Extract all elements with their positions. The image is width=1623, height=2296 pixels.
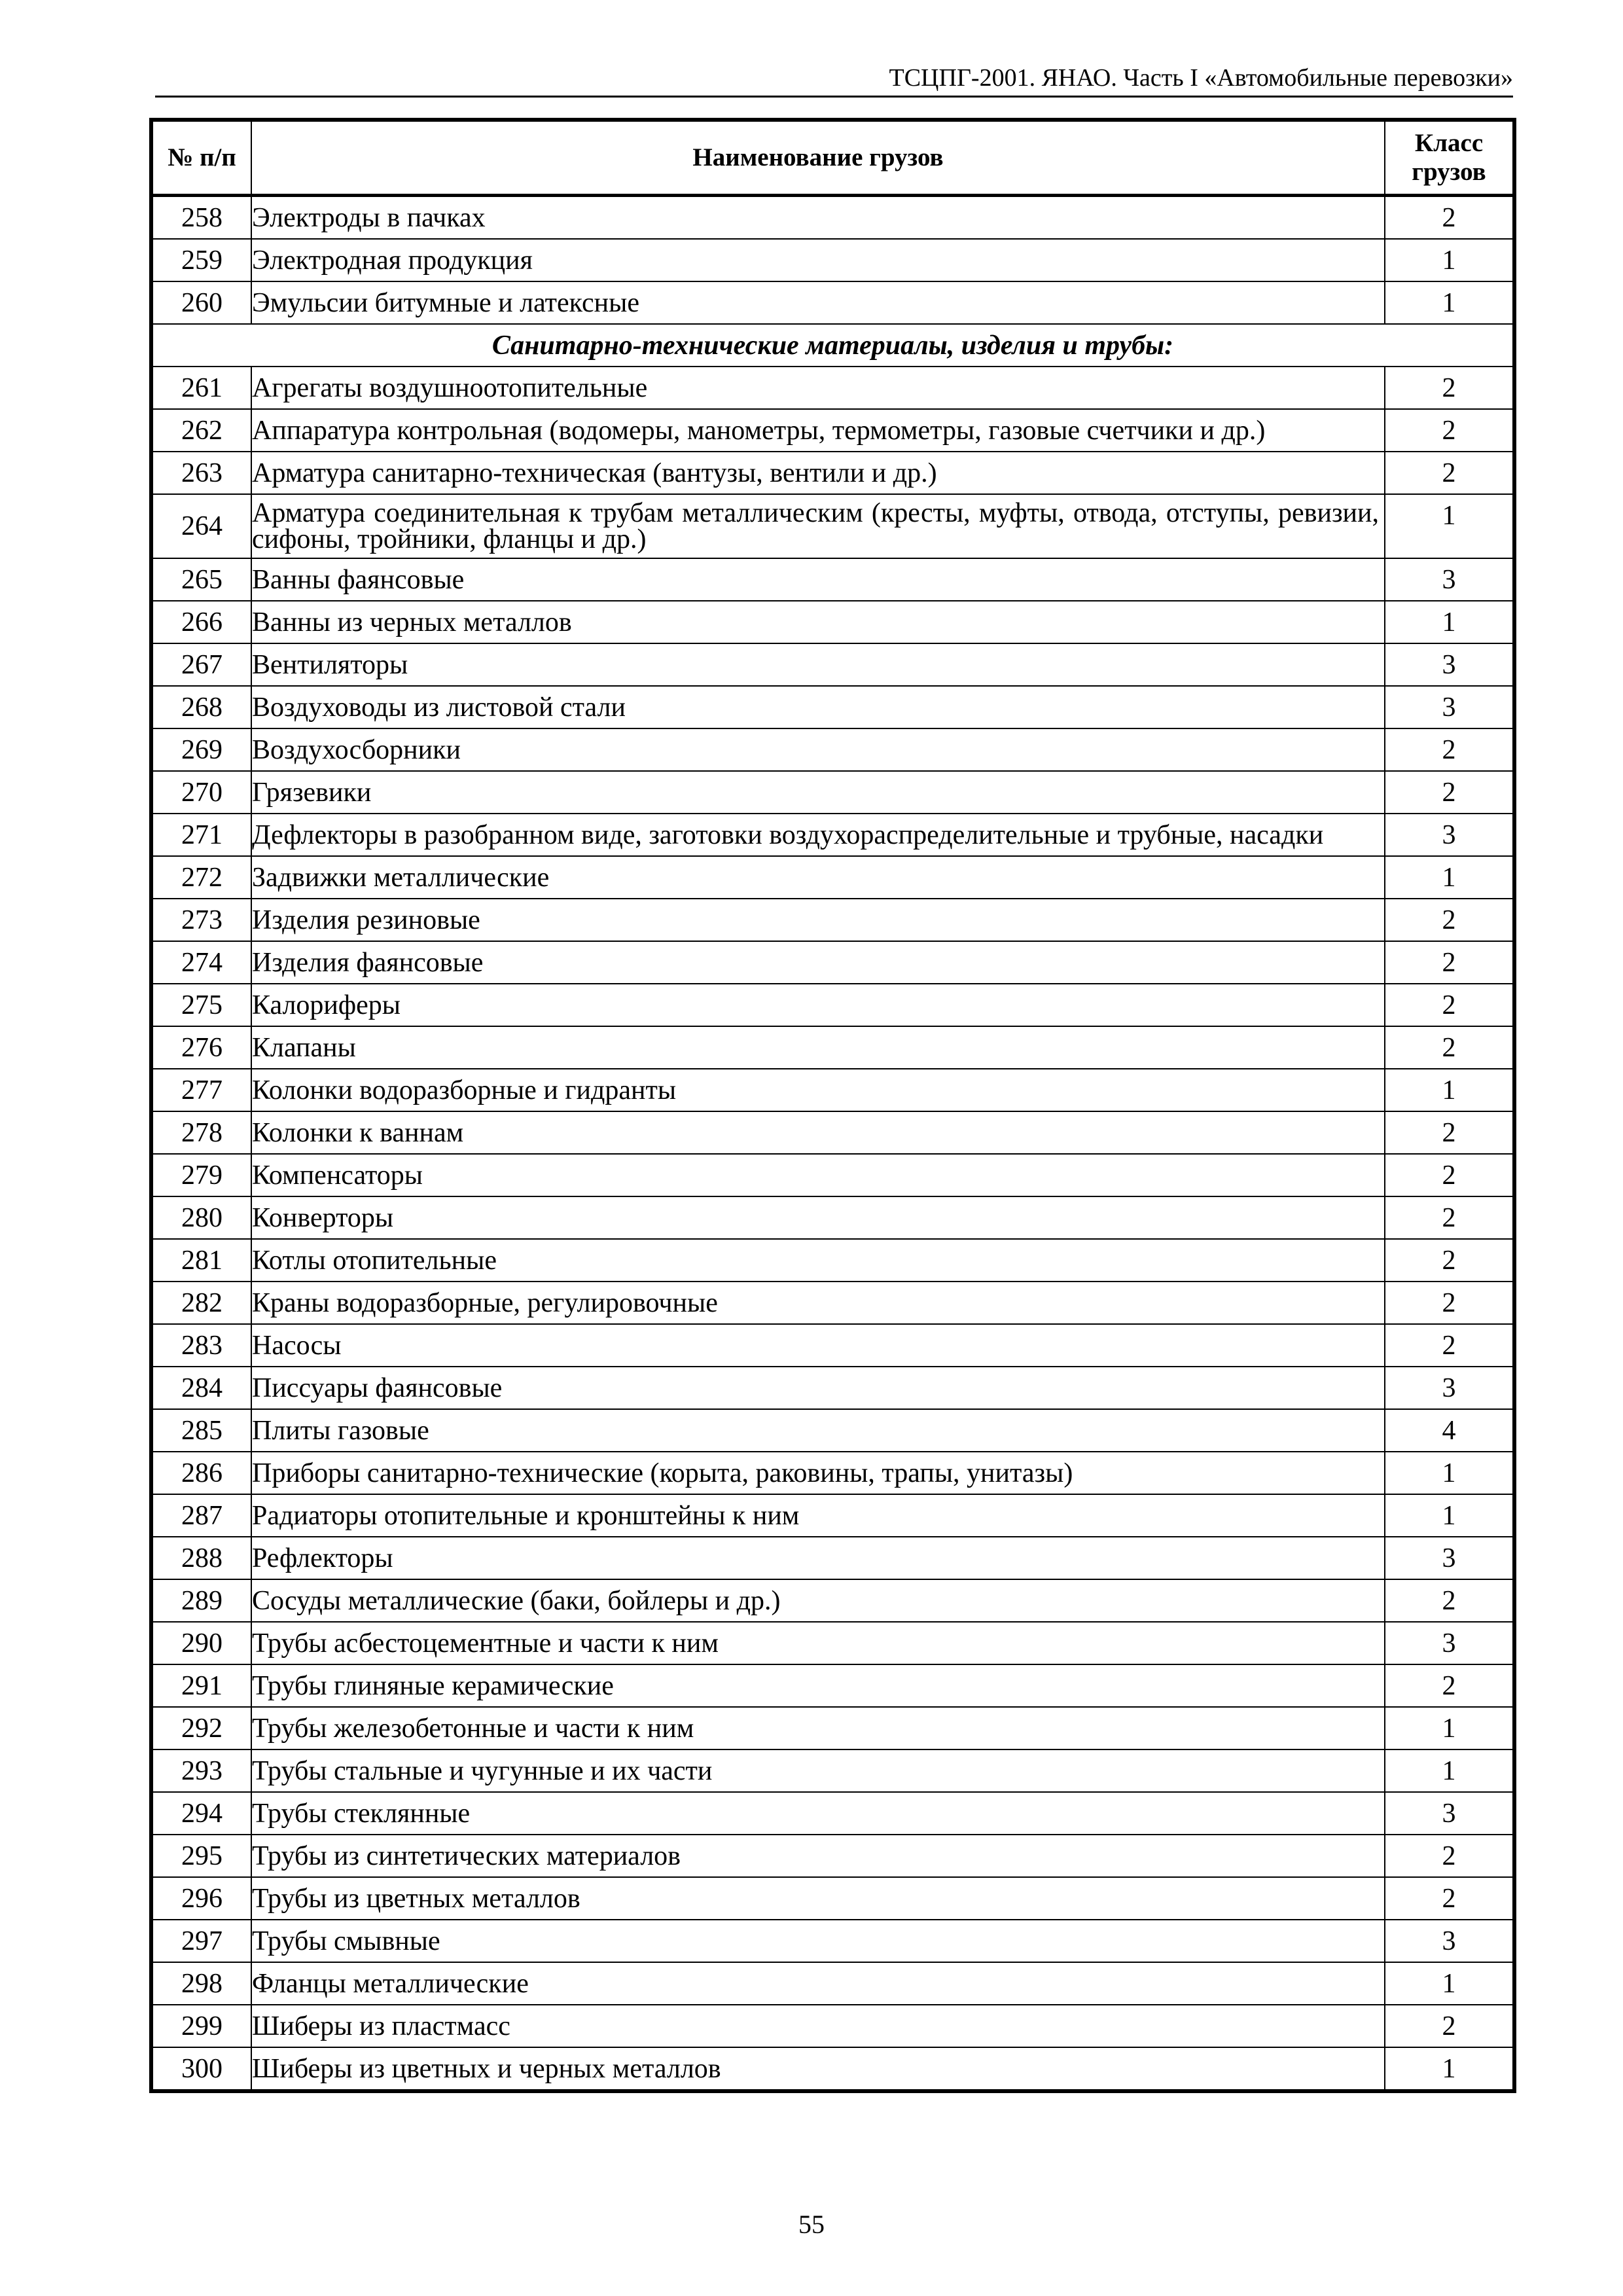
row-number: 263: [151, 452, 251, 494]
row-number: 286: [151, 1452, 251, 1494]
row-name: Шиберы из цветных и черных металлов: [251, 2047, 1385, 2091]
row-number: 277: [151, 1069, 251, 1111]
row-class: 2: [1385, 1282, 1514, 1324]
row-class: 2: [1385, 1196, 1514, 1239]
row-name: Трубы глиняные керамические: [251, 1664, 1385, 1707]
row-class: 2: [1385, 452, 1514, 494]
table-row: [151, 941, 1514, 984]
header-rule: [155, 96, 1513, 98]
row-name: Колонки к ваннам: [251, 1111, 1385, 1154]
running-header: ТСЦПГ-2001. ЯНАО. Часть I «Автомобильные перевозки»: [889, 64, 1513, 92]
row-name: Ванны фаянсовые: [251, 558, 1385, 601]
row-class: 4: [1385, 1409, 1514, 1452]
table-row: [151, 1154, 1514, 1196]
page-number: 55: [798, 2210, 825, 2239]
row-class: 1: [1385, 1707, 1514, 1749]
row-number: 292: [151, 1707, 251, 1749]
row-class: 3: [1385, 643, 1514, 686]
row-class: 3: [1385, 686, 1514, 728]
table-row: [151, 1196, 1514, 1239]
row-name: Краны водоразборные, регулировочные: [251, 1282, 1385, 1324]
table-row: [151, 1069, 1514, 1111]
row-name: Трубы стеклянные: [251, 1792, 1385, 1835]
row-class: 3: [1385, 1537, 1514, 1579]
row-name: Насосы: [251, 1324, 1385, 1367]
table-row: [151, 601, 1514, 643]
row-class: 3: [1385, 1622, 1514, 1664]
row-number: 264: [151, 494, 251, 558]
row-class: 1: [1385, 1962, 1514, 2005]
row-number: 297: [151, 1920, 251, 1962]
row-name: Трубы железобетонные и части к ним: [251, 1707, 1385, 1749]
row-name: Дефлекторы в разобранном виде, заготовки воздухораспределительные и трубные, насадки: [251, 814, 1385, 856]
table-row: [151, 1622, 1514, 1664]
table-row: [151, 1920, 1514, 1962]
row-name: Писсуары фаянсовые: [251, 1367, 1385, 1409]
table-row: [151, 2047, 1514, 2091]
table-row: [151, 1367, 1514, 1409]
row-class: 2: [1385, 984, 1514, 1026]
row-class: 2: [1385, 1154, 1514, 1196]
row-name: Трубы смывные: [251, 1920, 1385, 1962]
row-class: 2: [1385, 2005, 1514, 2047]
row-number: 295: [151, 1835, 251, 1877]
row-class: 2: [1385, 941, 1514, 984]
table-row: [151, 1111, 1514, 1154]
row-number: 288: [151, 1537, 251, 1579]
row-class: 3: [1385, 1920, 1514, 1962]
table-row: [151, 728, 1514, 771]
row-name: Калориферы: [251, 984, 1385, 1026]
row-class: 2: [1385, 771, 1514, 814]
table-row: [151, 1026, 1514, 1069]
table-row: [151, 2005, 1514, 2047]
row-name: Рефлекторы: [251, 1537, 1385, 1579]
table-header-row: [151, 120, 1514, 196]
row-name: Колонки водоразборные и гидранты: [251, 1069, 1385, 1111]
row-name: Аппаратура контрольная (водомеры, манометры, термометры, газовые счетчики и др.): [251, 409, 1385, 452]
row-name: Трубы из цветных металлов: [251, 1877, 1385, 1920]
row-name: Котлы отопительные: [251, 1239, 1385, 1282]
row-number: 293: [151, 1749, 251, 1792]
row-name: Задвижки металлические: [251, 856, 1385, 899]
table-body-before-section: [151, 196, 1514, 325]
row-number: 300: [151, 2047, 251, 2091]
row-name: Агрегаты воздушноотопительные: [251, 367, 1385, 409]
table-row: [151, 1537, 1514, 1579]
row-name: Электродная продукция: [251, 239, 1385, 281]
row-number: 274: [151, 941, 251, 984]
row-number: 287: [151, 1494, 251, 1537]
table-row: [151, 1664, 1514, 1707]
column-header-class: [1385, 120, 1514, 196]
row-number: 262: [151, 409, 251, 452]
row-number: 258: [151, 196, 251, 240]
row-class: 1: [1385, 1749, 1514, 1792]
table-row: [151, 196, 1514, 240]
table-row: [151, 1835, 1514, 1877]
row-number: 268: [151, 686, 251, 728]
table-body-section-items: [151, 367, 1514, 2091]
row-class: 1: [1385, 856, 1514, 899]
row-class: 1: [1385, 601, 1514, 643]
table-row: [151, 1282, 1514, 1324]
row-number: 290: [151, 1622, 251, 1664]
table-row: [151, 1409, 1514, 1452]
row-name: Трубы стальные и чугунные и их части: [251, 1749, 1385, 1792]
row-name: Плиты газовые: [251, 1409, 1385, 1452]
row-name: Фланцы металлические: [251, 1962, 1385, 2005]
row-name: Шиберы из пластмасс: [251, 2005, 1385, 2047]
row-number: 265: [151, 558, 251, 601]
row-number: 259: [151, 239, 251, 281]
row-name: Арматура соединительная к трубам металлическим (кресты, муфты, отвода, отступы, ревизии, сифоны, тройники, фланцы и др.): [251, 494, 1385, 558]
row-class: 1: [1385, 494, 1514, 558]
row-name: Радиаторы отопительные и кронштейны к ним: [251, 1494, 1385, 1537]
row-class: 3: [1385, 558, 1514, 601]
row-name: Электроды в пачках: [251, 196, 1385, 240]
row-name: Воздуховоды из листовой стали: [251, 686, 1385, 728]
row-class: 3: [1385, 1792, 1514, 1835]
row-name: Грязевики: [251, 771, 1385, 814]
row-class: 1: [1385, 2047, 1514, 2091]
row-class: 1: [1385, 1069, 1514, 1111]
table-row: [151, 899, 1514, 941]
row-class: 2: [1385, 728, 1514, 771]
column-header-class-line1: Класс: [1414, 129, 1484, 157]
row-class: 2: [1385, 1239, 1514, 1282]
row-name: Вентиляторы: [251, 643, 1385, 686]
row-number: 284: [151, 1367, 251, 1409]
row-class: 1: [1385, 1494, 1514, 1537]
row-number: 296: [151, 1877, 251, 1920]
table-row: [151, 1494, 1514, 1537]
row-name: Сосуды металлические (баки, бойлеры и др.): [251, 1579, 1385, 1622]
row-number: 299: [151, 2005, 251, 2047]
row-number: 266: [151, 601, 251, 643]
row-class: 3: [1385, 814, 1514, 856]
row-class: 2: [1385, 1835, 1514, 1877]
table-row: [151, 281, 1514, 324]
row-class: 2: [1385, 1877, 1514, 1920]
row-class: 1: [1385, 239, 1514, 281]
column-header-class-line2: грузов: [1412, 158, 1486, 186]
row-name: Эмульсии битумные и латексные: [251, 281, 1385, 324]
row-name: Арматура санитарно-техническая (вантузы, вентили и др.): [251, 452, 1385, 494]
row-number: 291: [151, 1664, 251, 1707]
table-row: [151, 239, 1514, 281]
row-name: Воздухосборники: [251, 728, 1385, 771]
table-row: [151, 367, 1514, 409]
table-row: [151, 771, 1514, 814]
row-number: 278: [151, 1111, 251, 1154]
section-row: [151, 324, 1514, 367]
row-name: Приборы санитарно-технические (корыта, раковины, трапы, унитазы): [251, 1452, 1385, 1494]
row-class: 2: [1385, 1579, 1514, 1622]
row-class: 2: [1385, 1111, 1514, 1154]
table-row: [151, 856, 1514, 899]
row-class: 2: [1385, 196, 1514, 240]
row-number: 283: [151, 1324, 251, 1367]
row-name: Компенсаторы: [251, 1154, 1385, 1196]
row-name: Конверторы: [251, 1196, 1385, 1239]
table-row: [151, 814, 1514, 856]
row-name: Ванны из черных металлов: [251, 601, 1385, 643]
column-header-name: Наименование грузов: [251, 120, 1385, 196]
section-body: [151, 324, 1514, 367]
row-class: 1: [1385, 1452, 1514, 1494]
row-number: 279: [151, 1154, 251, 1196]
row-name: Клапаны: [251, 1026, 1385, 1069]
table-row: [151, 1324, 1514, 1367]
table-row: [151, 1749, 1514, 1792]
section-title: Санитарно-технические материалы, изделия и трубы:: [151, 324, 1514, 367]
row-number: 261: [151, 367, 251, 409]
row-number: 275: [151, 984, 251, 1026]
row-number: 280: [151, 1196, 251, 1239]
table-row: [151, 1239, 1514, 1282]
row-number: 273: [151, 899, 251, 941]
row-class: 2: [1385, 1026, 1514, 1069]
cargo-classification-table: [149, 118, 1516, 2093]
table-row: [151, 1877, 1514, 1920]
row-name: Изделия резиновые: [251, 899, 1385, 941]
table-row: [151, 1792, 1514, 1835]
row-number: 289: [151, 1579, 251, 1622]
row-class: 2: [1385, 409, 1514, 452]
table-row: [151, 1579, 1514, 1622]
row-number: 285: [151, 1409, 251, 1452]
table-row: [151, 452, 1514, 494]
table-row: [151, 643, 1514, 686]
row-number: 267: [151, 643, 251, 686]
table-row: [151, 686, 1514, 728]
row-class: 2: [1385, 1664, 1514, 1707]
row-name: Трубы асбестоцементные и части к ним: [251, 1622, 1385, 1664]
table-row: [151, 494, 1514, 558]
row-number: 260: [151, 281, 251, 324]
row-number: 270: [151, 771, 251, 814]
row-number: 272: [151, 856, 251, 899]
table-row: [151, 409, 1514, 452]
row-number: 276: [151, 1026, 251, 1069]
table-row: [151, 558, 1514, 601]
table-row: [151, 984, 1514, 1026]
row-number: 294: [151, 1792, 251, 1835]
row-class: 3: [1385, 1367, 1514, 1409]
row-number: 281: [151, 1239, 251, 1282]
row-class: 2: [1385, 899, 1514, 941]
column-header-number: № п/п: [151, 120, 251, 196]
row-number: 282: [151, 1282, 251, 1324]
row-class: 2: [1385, 367, 1514, 409]
row-number: 269: [151, 728, 251, 771]
table-row: [151, 1452, 1514, 1494]
table-row: [151, 1707, 1514, 1749]
row-name: Изделия фаянсовые: [251, 941, 1385, 984]
row-number: 298: [151, 1962, 251, 2005]
row-class: 1: [1385, 281, 1514, 324]
row-number: 271: [151, 814, 251, 856]
row-name: Трубы из синтетических материалов: [251, 1835, 1385, 1877]
row-class: 2: [1385, 1324, 1514, 1367]
table-row: [151, 1962, 1514, 2005]
